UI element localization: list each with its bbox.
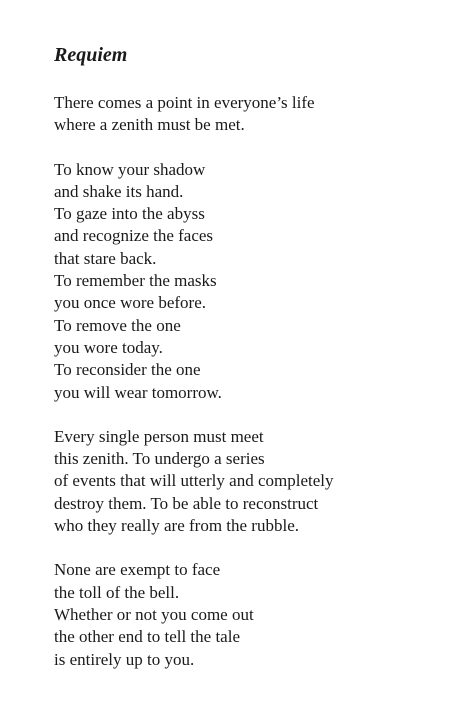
poem-line: that stare back. [54,248,157,268]
poem-line: To remember the masks [54,271,217,291]
poem-line: Every single person must meet [54,426,264,446]
poem-title: Requiem [54,44,128,66]
poem-line: who they really are from the rubble. [54,516,299,536]
poem-line: you will wear tomorrow. [54,382,222,402]
poem-line: the other end to tell the tale [54,627,240,647]
stanza-1 [54,92,434,137]
poem-line: you wore today. [54,337,163,357]
poem-page [54,42,434,693]
poem-line: To remove the one [54,315,181,335]
stanza-2 [54,159,434,404]
poem-line: you once wore before. [54,293,206,313]
poem-line: and shake its hand. [54,181,184,201]
poem-line: destroy them. To be able to reconstruct [54,493,319,513]
poem-line: is entirely up to you. [54,649,195,669]
poem-line: and recognize the faces [54,226,214,246]
poem-line: of events that will utterly and completely [54,471,334,491]
stanza-3 [54,426,434,537]
poem-line: this zenith. To undergo a series [54,449,265,469]
stanza-4 [54,559,434,670]
poem-line: To gaze into the abyss [54,204,205,224]
poem-line: There comes a point in everyone’s life [54,93,315,112]
poem-line: where a zenith must be met. [54,115,245,135]
poem-line: Whether or not you come out [54,604,254,624]
poem-line: To know your shadow [54,159,206,179]
poem-line: None are exempt to face [54,560,221,580]
poem-line: the toll of the bell. [54,582,180,602]
poem-line: To reconsider the one [54,360,201,380]
